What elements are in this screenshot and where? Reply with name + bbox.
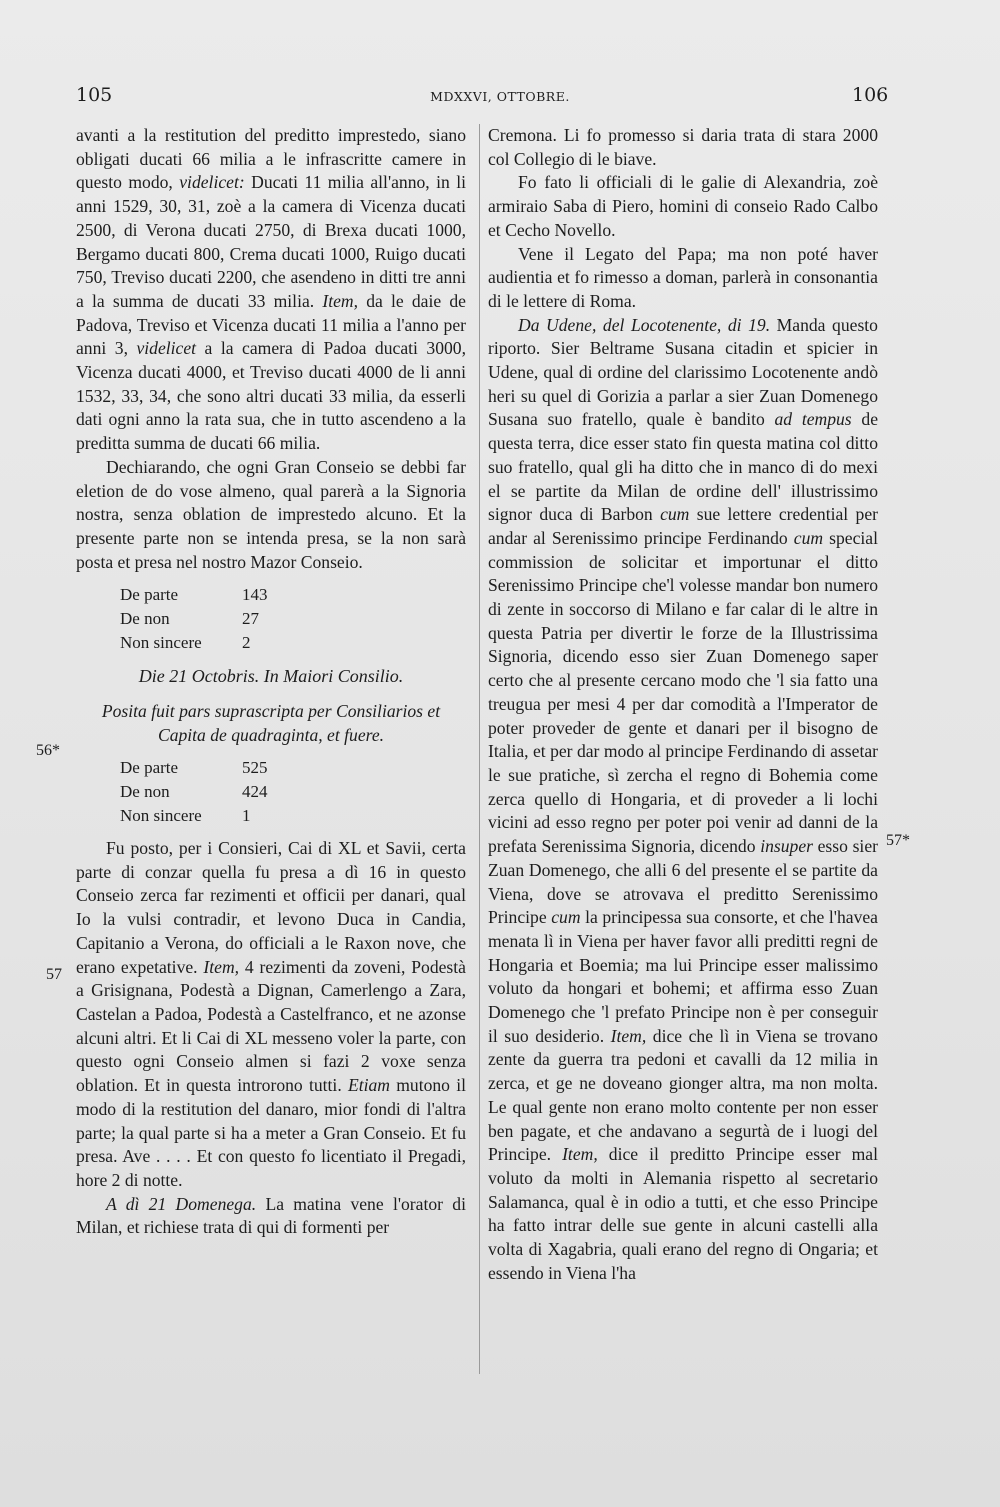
column-divider (479, 124, 480, 1374)
vote-row: Non sincere 2 (120, 633, 251, 653)
vote-row: De non 27 (120, 609, 259, 629)
paragraph: Fo fato li officiali di le galie di Alexandria, zoè armiraio Saba di Piero, homini di conseio Rado Calbo et Cecho Novello. (488, 172, 878, 240)
right-page-number: 106 (852, 84, 889, 106)
margin-note: 57 (46, 966, 62, 983)
paragraph: avanti a la restitution del preditto imprestedo, siano obligati ducati 66 milia a le infrascritte camere in questo modo, videlicet: Ducati 11 milia all'anno, in li anni 1529, 30, 31, zoè a la camera di Vicenza ducati 2500, di Verona ducati 2750, di Brexa ducati 1000, Bergamo ducati 800, Crema ducati 1000, Ruigo ducati 750, Treviso ducati 2200, che asendeno in ditti tre anni a la summa de ducati 33 milia. Item, da le daie de Padova, Treviso et Vicenza ducati 11 milia a l'anno per anni 3, videlicet a la camera di Padoa ducati 3000, Vicenza ducati 4000, et Treviso ducati 4000 de li anni 1532, 33, 34, che sono altri ducati 33 milia, da esserli dati ogni anno la rata sua, che in tutto ascendeno a la preditta summa de ducati 66 milia. (76, 125, 466, 454)
margin-note: 56* (36, 742, 60, 759)
paragraph: Dechiarando, che ogni Gran Conseio se debbi far eletion de do vose almeno, qual parerà a la Signoria nostra, senza oblation de imprestedo alcuno. Et la presente parte non se intenda presa, se la non sarà posta et presa nel nostro Mazor Conseio. (76, 456, 466, 572)
paragraph: Vene il Legato del Papa; ma non poté haver audientia et fo rimesso a doman, parlerà in consonantia di le lettere di Roma. (488, 243, 878, 311)
paragraph: Fu posto, per i Consieri, Cai di XL et Savii, certa parte di conzar quella fu presa a dì 16 in questo Conseio zerca far rezimenti et officii per danari, qual Io la vulsi contradir, et levono Duca in Candia, Capitanio a Verona, do officiali a le Raxon nove, che erano expetative. Item, 4 rezimenti da zoveni, Podestà a Grisignana, Podestà a Dignan, Camerlengo a Zara, Castelan a Padoa, Podestà a Castelfranco, et ne azonse alcuni altri. Et li Cai di XL messeno voler la parte, con questo ogni Conseio almen si fazi 2 voxe senza oblation. Et in questa introrono tutti. Etiam mutono il modo di la restitution del danaro, mior fondi di l'altra parte; la qual parte si ha a meter a Gran Conseio. Et fu presa. Ave . . . . Et con questo fo licentiato il Pregadi, hore 2 di notte. (76, 838, 466, 1190)
paragraph: A dì 21 Domenega. La matina vene l'orator di Milan, et richiese trata di qui di formenti per (76, 1193, 466, 1238)
margin-note: 57* (886, 832, 910, 849)
running-title: MDXXVI, OTTOBRE. (430, 89, 570, 104)
session-heading: Die 21 Octobris. In Maiori Consilio. (138, 666, 404, 687)
vote-row: De parte 525 (120, 758, 268, 778)
vote-tally (120, 756, 466, 828)
paragraph: Cremona. Li fo promesso si daria trata di stara 2000 col Collegio di le biave. (488, 125, 878, 169)
vote-row: De parte 143 (120, 585, 268, 605)
latin-note: Posita fuit pars suprascripta per Consiliarios et Capita de quadraginta, et fuere. (101, 701, 441, 746)
vote-row: De non 424 (120, 782, 268, 802)
vote-tally (120, 583, 466, 655)
left-page-number: 105 (76, 84, 113, 106)
left-column (76, 124, 466, 1240)
right-column (488, 124, 878, 1285)
paragraph: Da Udene, del Locotenente, di 19. Manda questo riporto. Sier Beltrame Susana citadin et spicier in Udene, qual di ordine del clarissimo Locotenente andò heri su quel di Gorizia a parlar a sier Zuan Domenego Susana suo fratello, quale è bandito ad tempus de questa terra, dice esser stato fin questa matina col ditto suo fratello, qual gli ha ditto che in manco di do mexi el se partite da Milan de ordine dell' illustrissimo signor duca di Barbon cum sue lettere credential per andar al Serenissimo principe Ferdinando cum special commission de solicitar et importunar el ditto Serenissimo Principe che'l volesse mandar bon numero di zente in soccorso di Milano e far calar di le altre in questa Patria per divertir le forze de la Illustrissima Signoria, dicendo esso sier Zuan Domenego saper certo che al presente cercano modo che 'l sia fatto una treugua per mesi 4 per dar comodità a l'Imperator de poter proveder de gente et danari per il bisogno de Italia, et per dar modo al principe Ferdinando di assetar le sue pratiche, sì zercha el regno di Bohemia come zerca quello di Hongaria, et di proveder a li lochi vicini ad esso regno per poter poi venir ad danni de la prefata Serenissima Signoria, dicendo insuper esso sier Zuan Domenego, che alli 6 del presente el se partite da Viena, dove se atrovava el preditto Serenissimo Principe cum la principessa sua consorte, et che l'havea menata lì in Viena per haver favor alli preditti regni de Hongaria et Boemia; ma lui Principe esser malissimo voluto da hongari et bohemi; et affirma esso Zuan Domenego che 'l prefato Principe non è per conseguir il suo desiderio. Item, dice che lì in Viena se trovano zente da guerra tra pedoni et cavalli da 12 milia in zerca, et ge ne doveano gionger altra, ma non molta. Le qual gente non erano molto contente per non esser ben pagate, et che andavano a segurtà de i luogi del Principe. Item, dice il preditto Principe esser mal voluto da molti in Alemania rispetto al secretario Salamanca, qual è in odio a tutti, et che esso Principe ha fatto intrar delle sue gente in alcuni castelli alla volta di Xagabria, quali erano del regno di Ongaria; et essendo in Viena l'ha (488, 314, 879, 1283)
page-header (0, 84, 1000, 114)
vote-row: Non sincere 1 (120, 806, 251, 826)
